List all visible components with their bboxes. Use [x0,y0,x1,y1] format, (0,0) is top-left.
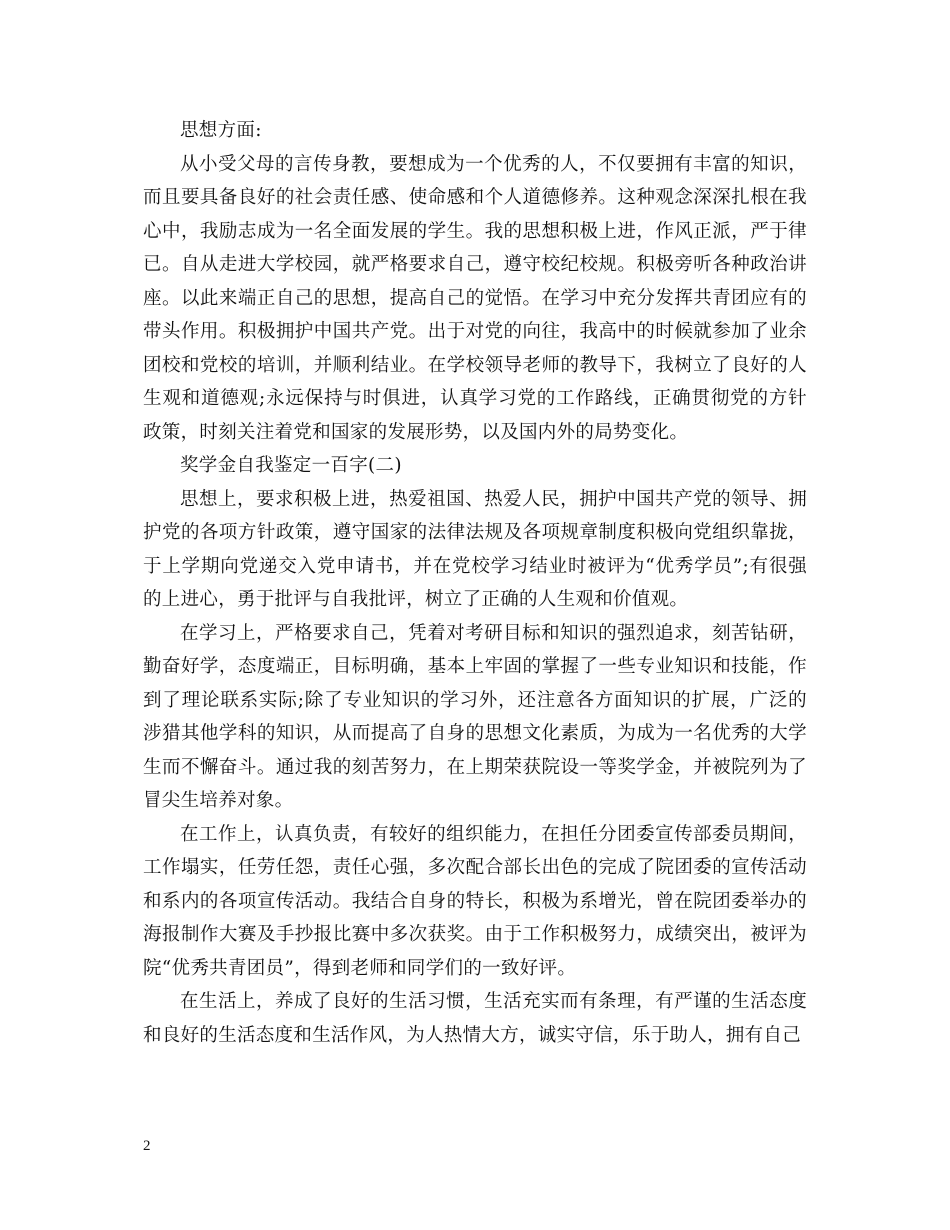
section-heading-thought: 思想方面: [180,120,262,141]
page-number: 2 [143,1138,151,1154]
paragraph-work: 在工作上，认真负责，有较好的组织能力，在担任分团委宣传部委员期间，工作塌实，任劳任怨，责任心强，多次配合部长出色的完成了院团委的宣传活动和系内的各项宣传活动。我结合自身的特长，积极为系增光，曾在院团委举办的海报制作大赛及手抄报比赛中多次获奖。由于工作积极努力，成绩突出，被评为院“优秀共青团员”，得到老师和同学们的一致好评。 [143,823,807,979]
paragraph-ideology: 思想上，要求积极上进，热爱祖国、热爱人民，拥护中国共产党的领导、拥护党的各项方针政策，遵守国家的法律法规及各项规章制度积极向党组织靠拢，于上学期向党递交入党申请书，并在党校学习结业时被评为“优秀学员”;有很强的上进心，勇于批评与自我批评，树立了正确的人生观和价值观。 [143,488,807,610]
paragraph-life: 在生活上，养成了良好的生活习惯，生活充实而有条理，有严谨的生活态度和良好的生活态度和生活作风，为人热情大方，诚实守信，乐于助人，拥有自己 [143,991,807,1046]
section-heading-scholarship-2: 奖学金自我鉴定一百字(二) [180,455,402,476]
paragraph-study: 在学习上，严格要求自己，凭着对考研目标和知识的强烈追求，刻苦钻研，勤奋好学，态度端正，目标明确，基本上牢固的掌握了一些专业知识和技能，作到了理论联系实际;除了专业知识的学习外，还注意各方面知识的扩展，广泛的涉猎其他学科的知识，从而提高了自身的思想文化素质，为成为一名优秀的大学生而不懈奋斗。通过我的刻苦努力，在上期荣获院设一等奖学金，并被院列为了冒尖生培养对象。 [143,622,807,811]
paragraph-thought-description: 从小受父母的言传身教，要想成为一个优秀的人，不仅要拥有丰富的知识，而且要具备良好的社会责任感、使命感和个人道德修养。这种观念深深扎根在我心中，我励志成为一名全面发展的学生。我的思想积极上进，作风正派，严于律已。自从走进大学校园，就严格要求自己，遵守校纪校规。积极旁听各种政治讲座。以此来端正自己的思想，提高自己的觉悟。在学习中充分发挥共青团应有的带头作用。积极拥护中国共产党。出于对党的向往，我高中的时候就参加了业余团校和党校的培训，并顺利结业。在学校领导老师的教导下，我树立了良好的人生观和道德观;永远保持与时俱进，认真学习党的工作路线，正确贯彻党的方针政策，时刻关注着党和国家的发展形势，以及国内外的局势变化。 [143,153,807,443]
document-body [143,114,807,1052]
